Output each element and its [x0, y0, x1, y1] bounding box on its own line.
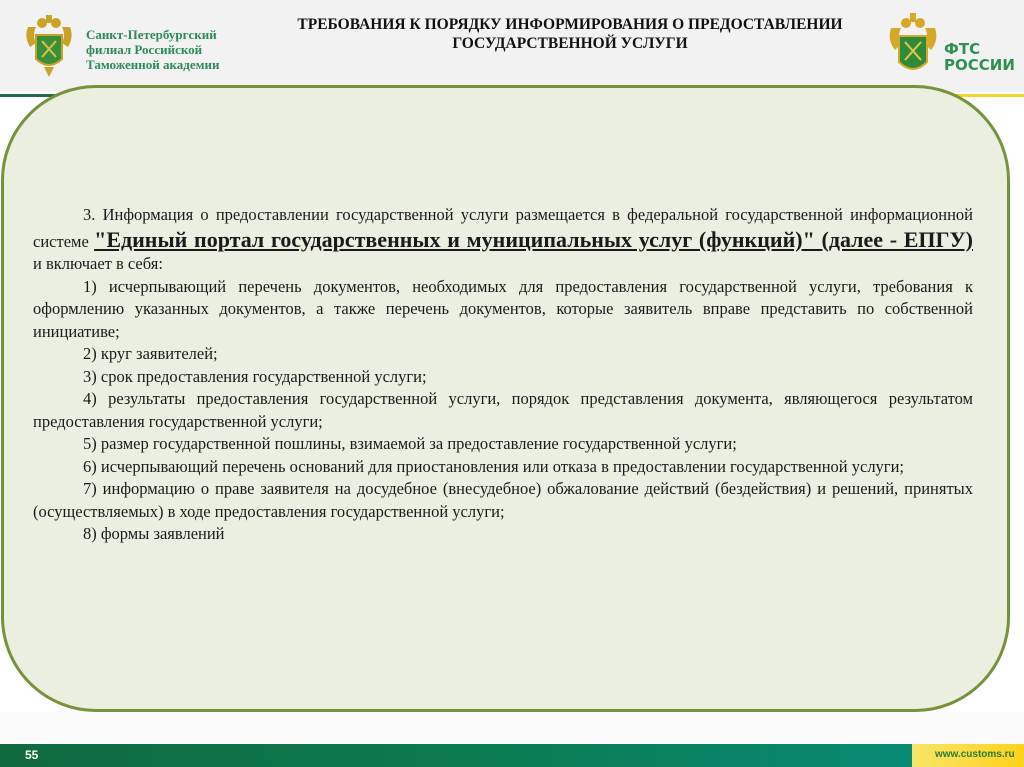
slide-title [255, 15, 885, 53]
intro-text: 3. Информация о предоставлении государственной услуги размещается в федеральной государственной информационной системе [33, 205, 973, 251]
title-line: ГОСУДАРСТВЕННОЙ УСЛУГИ [452, 35, 688, 52]
footer-bar [0, 744, 912, 767]
list-item: 5) размер государственной пошлины, взимаемой за предоставление государственной услуги; [83, 434, 737, 453]
fts-line: РОССИИ [944, 56, 1015, 74]
academy-line: Таможенной академии [86, 57, 220, 72]
website-link[interactable]: www.customs.ru [935, 749, 1015, 760]
intro-end-text: и включает в себя: [33, 254, 163, 273]
fts-logo-text [944, 41, 1015, 73]
page-number: 55 [25, 748, 39, 762]
academy-name [86, 27, 219, 72]
list-item: 8) формы заявлений [83, 524, 225, 543]
academy-line: филиал Российской [86, 42, 203, 57]
epgu-highlight: "Единый портал государственных и муниципальных услуг (функций)" (далее - ЕПГУ) [94, 226, 973, 252]
list-item: 7) информацию о праве заявителя на досудебное (внесудебное) обжалование действий (бездействия) и решений, принятых (осуществляемых) в ходе предоставления государственной услуги; [33, 479, 973, 521]
list-item: 4) результаты предоставления государственной услуги, порядок представления документа, являющегося результатом предоставления государственной услуги; [33, 389, 973, 431]
fts-emblem-icon [887, 12, 939, 80]
footer-spacer [0, 712, 1024, 744]
slide-body [33, 204, 973, 546]
academy-line: Санкт-Петербургский [86, 27, 217, 42]
list-item: 6) исчерпывающий перечень оснований для приостановления или отказа в предоставлении государственной услуги; [83, 456, 904, 476]
list-item: 1) исчерпывающий перечень документов, необходимых для предоставления государственной услуги, требования к оформлению указанных документов, а также перечень документов, которые заявитель вправе представить по собственной инициативе; [33, 276, 973, 341]
title-line: ТРЕБОВАНИЯ К ПОРЯДКУ ИНФОРМИРОВАНИЯ О ПРЕДОСТАВЛЕНИИ [297, 16, 843, 33]
fts-line: ФТС [944, 40, 981, 58]
list-item: 2) круг заявителей; [83, 344, 218, 363]
intro-paragraph [33, 204, 973, 276]
list-item: 3) срок предоставления государственной услуги; [83, 366, 427, 386]
customs-emblem-icon [22, 13, 76, 79]
